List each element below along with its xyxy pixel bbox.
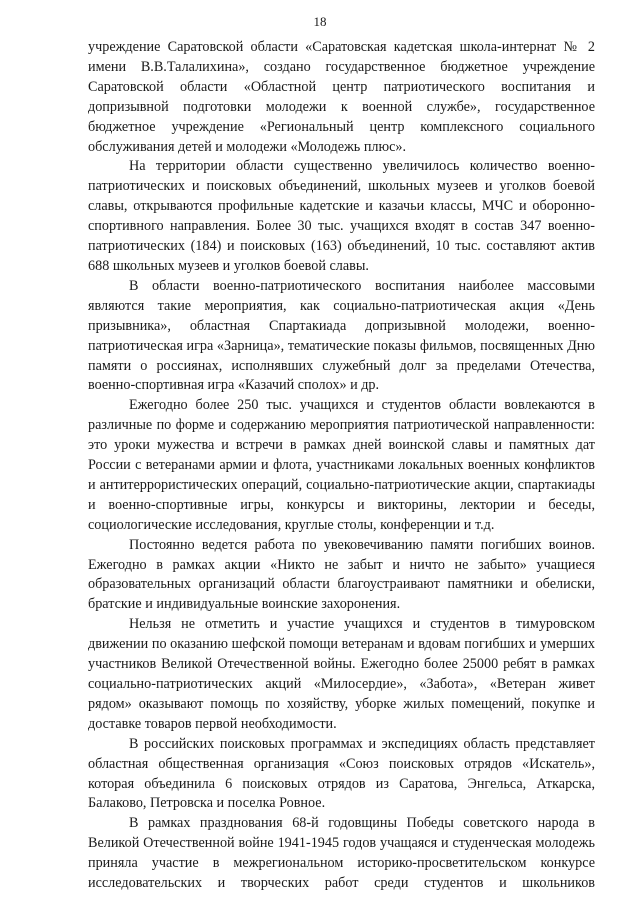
paragraph-search-teams: В российских поисковых программах и экспедициях область представляет областная общественная организация «Союз поисковых отрядов «Искатель», которая объединила 6 поисковых отрядов из Саратова, Энгельса, Аткарска, Балаково, Петровска и поселка Ровное. bbox=[88, 735, 595, 812]
paragraph-timur-movement: Нельзя не отметить и участие учащихся и студентов в тимуровском движении по оказанию шефской помощи ветеранам и вдовам погибших и умерших участников Великой Отечественной войны. Ежегодно более 25000 ребят в рамках социально-патриотических акций «Милосердие», «Забота», «Ветеран живет рядом» оказывают помощь по хозяйству, уборке жилых помещений, покупке и доставке товаров первой необходимости. bbox=[88, 616, 595, 732]
paragraph-victory-anniversary: В рамках празднования 68-й годовщины Победы советского народа в Великой Отечественной войне 1941-1945 годов учащаяся и студенческая молодежь приняла участие в межрегиональном историко-просветительском конкурсе исследовательских и творческих работ среди студентов и школьников bbox=[88, 815, 595, 892]
paragraph-participation: Ежегодно более 250 тыс. учащихся и студентов области вовлекаются в различные по форме и содержанию мероприятия патриотической направленности: это уроки мужества и встречи в рамках дней воинской славы и памятных дат России с ветеранами армии и флота, участниками локальных военных конфликтов и антитеррористических операций, социально-патриотические акции, спартакиады и военно-спортивные игры, конкурсы и викторины, лектории и беседы, социологические исследования, круглые столы, конференции и т.д. bbox=[88, 397, 595, 533]
body-text bbox=[88, 38, 595, 894]
paragraph-continued: учреждение Саратовской области «Саратовская кадетская школа-интернат № 2 имени В.В.Талалихина», создано государственное бюджетное учреждение Саратовской области «Областной центр патриотического воспитания и допризывной подготовки молодежи к военной службе», государственное бюджетное учреждение «Региональный центр комплексного социального обслуживания детей и молодежи «Молодежь плюс». bbox=[88, 39, 595, 155]
paragraph-events: В области военно-патриотического воспитания наиболее массовыми являются такие мероприятия, как социально-патриотическая акция «День призывника», областная Спартакиада допризывной молодежи, военно-патриотическая игра «Зарница», тематические показы фильмов, посвященных Дню памяти о россиянах, исполнявших служебный долг за пределами Отечества, военно-спортивная игра «Казачий сполох» и др. bbox=[88, 277, 595, 394]
paragraph-memory: Постоянно ведется работа по увековечиванию памяти погибших воинов. Ежегодно в рамках акции «Никто не забыт и ничто не забыто» учащиеся образовательных организаций области благоустраивают памятники и обелиски, братские и индивидуальные воинские захоронения. bbox=[88, 536, 595, 613]
paragraph-organizations: На территории области существенно увеличилось количество военно-патриотических и поисковых объединений, школьных музеев и уголков боевой славы, открываются профильные кадетские и казачьи классы, МЧС и оборонно-спортивного направления. Более 30 тыс. учащихся входят в состав 347 военно-патриотических (184) и поисковых (163) объединений, 10 тыс. составляют актив 688 школьных музеев и уголков боевой славы. bbox=[88, 158, 595, 274]
page-number: 18 bbox=[313, 14, 327, 29]
